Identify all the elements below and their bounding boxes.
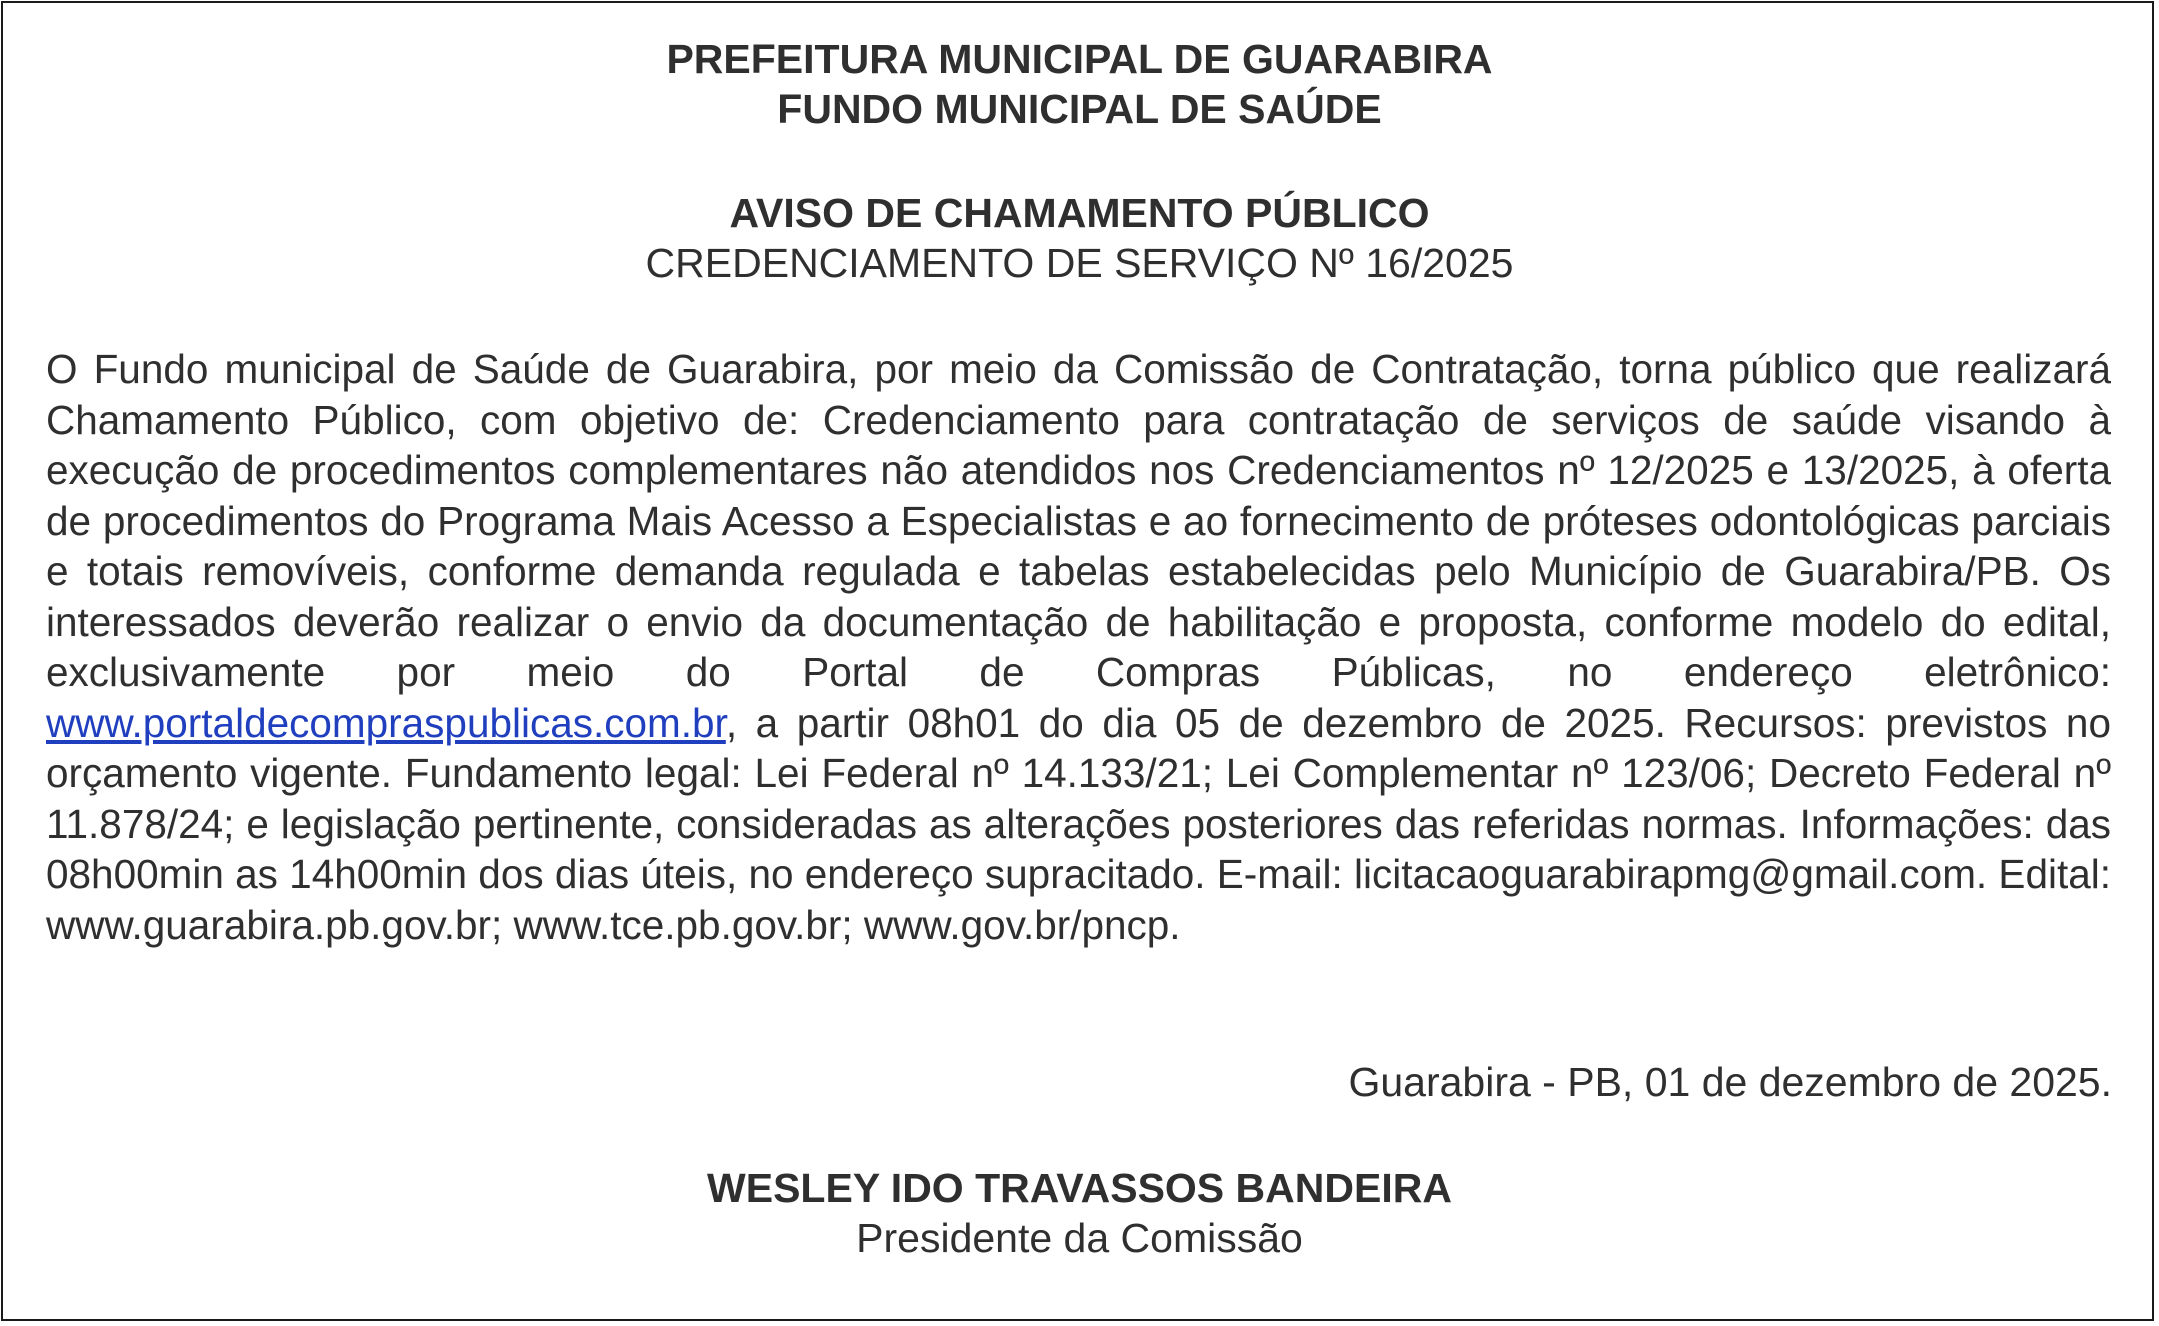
notice-body xyxy=(46,344,2111,950)
signature-block xyxy=(0,1163,2159,1263)
body-text-part-1: O Fundo municipal de Saúde de Guarabira, por meio da Comissão de Contratação, torna público que realizará Chamamento Público, com objetivo de: Credenciamento para contratação de serviços de saúde visando à execução de procedimentos complementares não atendidos nos Credenciamentos nº 12/2025 e 13/2025, à oferta de procedimentos do Programa Mais Acesso a Especialistas e ao fornecimento de próteses odontológicas parciais e totais removíveis, conforme demanda regulada e tabelas estabelecidas pelo Município de Guarabira/PB. Os interessados deverão realizar o envio da documentação de habilitação e proposta, conforme modelo do edital, exclusivamente por meio do Portal de Compras Públicas, no endereço eletrônico: xyxy=(46,346,2111,695)
notice-subtitle: CREDENCIAMENTO DE SERVIÇO Nº 16/2025 xyxy=(645,240,1514,286)
organization-header xyxy=(0,34,2159,134)
organization-name: PREFEITURA MUNICIPAL DE GUARABIRA xyxy=(666,36,1493,82)
signatory-name: WESLEY IDO TRAVASSOS BANDEIRA xyxy=(707,1165,1452,1211)
notice-heading xyxy=(0,188,2159,288)
notice-title: AVISO DE CHAMAMENTO PÚBLICO xyxy=(729,190,1430,236)
portal-link[interactable]: www.portaldecompraspublicas.com.br xyxy=(46,699,726,746)
body-text-part-2: , a partir 08h01 do dia 05 de dezembro de 2025. Recursos: previstos no orçamento vigente. Fundamento legal: Lei Federal nº 14.133/21; Lei Complementar nº 123/06; Decreto Federal nº 11.878/24; e legislação pertinente, consideradas as alterações posteriores das referidas normas. Informações: das 08h00min as 14h00min dos dias úteis, no endereço supracitado. E-mail: licitacaoguarabirapmg@gmail.com. Edital: www.guarabira.pb.gov.br; www.tce.pb.gov.br; www.gov.br/pncp. xyxy=(46,699,2111,948)
date-line: Guarabira - PB, 01 de dezembro de 2025. xyxy=(1348,1059,2112,1105)
signatory-role: Presidente da Comissão xyxy=(856,1215,1303,1261)
department-name: FUNDO MUNICIPAL DE SAÚDE xyxy=(777,86,1382,132)
